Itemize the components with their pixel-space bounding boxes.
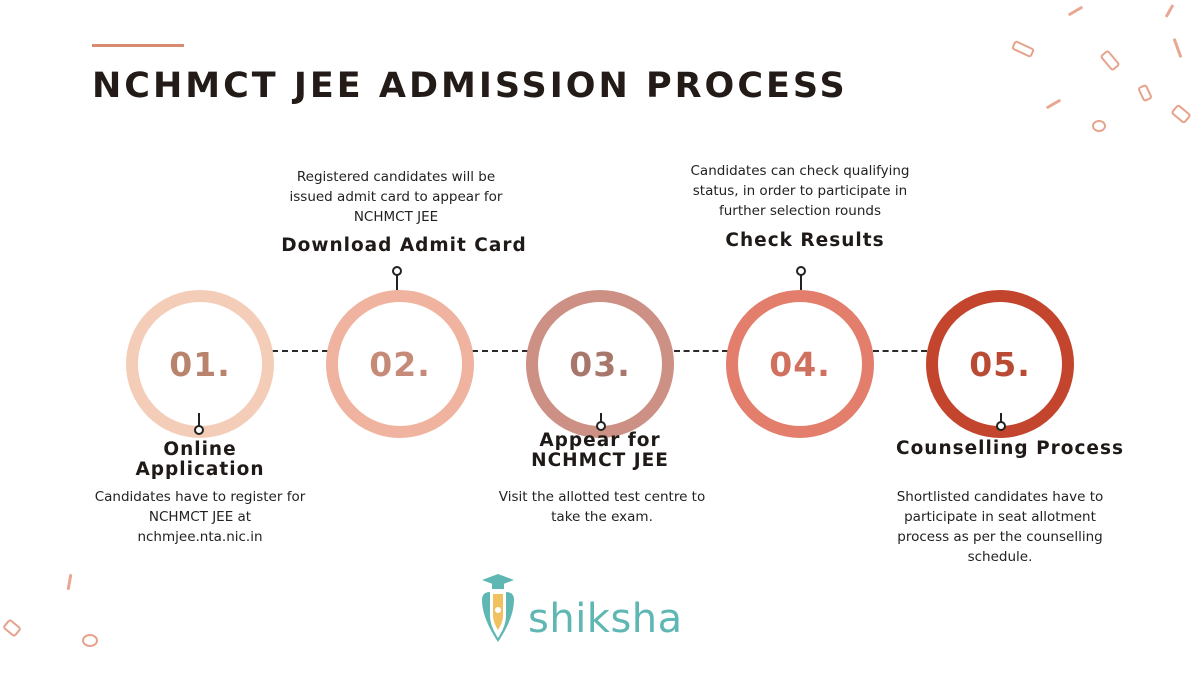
step-1-title [80,440,320,480]
step-2-number: 02. [369,344,431,384]
confetti-bar [67,574,73,590]
page-title: NCHMCT JEE ADMISSION PROCESS [92,66,848,106]
confetti-bar [1068,6,1083,17]
step-2-pin [396,274,398,290]
step-4-description-line: further selection rounds [718,203,882,219]
step-1-description-line: Candidates have to register for [94,489,306,505]
step-4-title-line: Check Results [725,230,885,251]
step-2-description [264,167,528,227]
step-2-title [240,236,568,256]
step-4-pin [800,274,802,290]
connector-2-3 [472,350,528,352]
step-3-title [480,431,720,471]
step-1-description-line: NCHMCT JEE at [148,509,252,525]
step-3-title-line: NCHMCT JEE [531,450,669,471]
step-4-description-line: Candidates can check qualifying [690,163,910,179]
step-2-description-line: NCHMCT JEE [353,209,439,225]
confetti-bar [1173,38,1183,58]
step-5-pin-dot [996,421,1006,431]
step-5-description-line: process as per the counselling [897,529,1103,545]
step-3-number: 03. [569,344,631,384]
step-5-description [868,487,1132,567]
step-1-title-line: Application [135,459,265,480]
step-4-description [668,161,932,221]
step-2-circle [326,290,474,438]
connector-1-2 [272,350,328,352]
step-3-description-line: Visit the allotted test centre to [498,489,706,505]
confetti-ring [82,634,98,647]
step-2-description-line: Registered candidates will be [296,169,496,185]
step-5-description-line: participate in seat allotment [904,509,1096,525]
step-1-circle [126,290,274,438]
confetti-rect [2,618,22,637]
shiksha-logo-text: shiksha [528,596,683,642]
step-5-description-line: Shortlisted candidates have to [896,489,1104,505]
step-5-description-line: schedule. [967,549,1033,565]
step-4-title [680,231,930,251]
confetti-bar [1046,99,1061,110]
step-4-description-line: status, in order to participate in [692,183,908,199]
connector-3-4 [674,350,728,352]
step-3-title-line: Appear for [539,430,661,451]
confetti-rect [1011,40,1035,58]
step-3-description-line: take the exam. [551,509,653,525]
step-5-title [870,439,1150,459]
step-1-number: 01. [169,344,231,384]
title-accent-line [92,44,184,47]
step-5-number: 05. [969,344,1031,384]
connector-4-5 [873,350,927,352]
step-5-title-line: Counselling Process [896,438,1124,459]
step-4-circle [726,290,874,438]
step-1-description-line: nchmjee.nta.nic.in [137,529,263,545]
step-1-pin-dot [194,425,204,435]
step-1-title-line: Online [163,439,237,460]
confetti-ring [1092,120,1106,132]
step-2-description-line: issued admit card to appear for [289,189,503,205]
step-1-description [70,487,330,547]
confetti-rect [1099,49,1120,71]
confetti-rect [1137,84,1153,103]
step-2-title-line: Download Admit Card [281,235,527,256]
confetti-bar [1165,4,1175,18]
step-3-description [470,487,734,527]
step-4-number: 04. [769,344,831,384]
confetti-rect [1170,104,1192,125]
